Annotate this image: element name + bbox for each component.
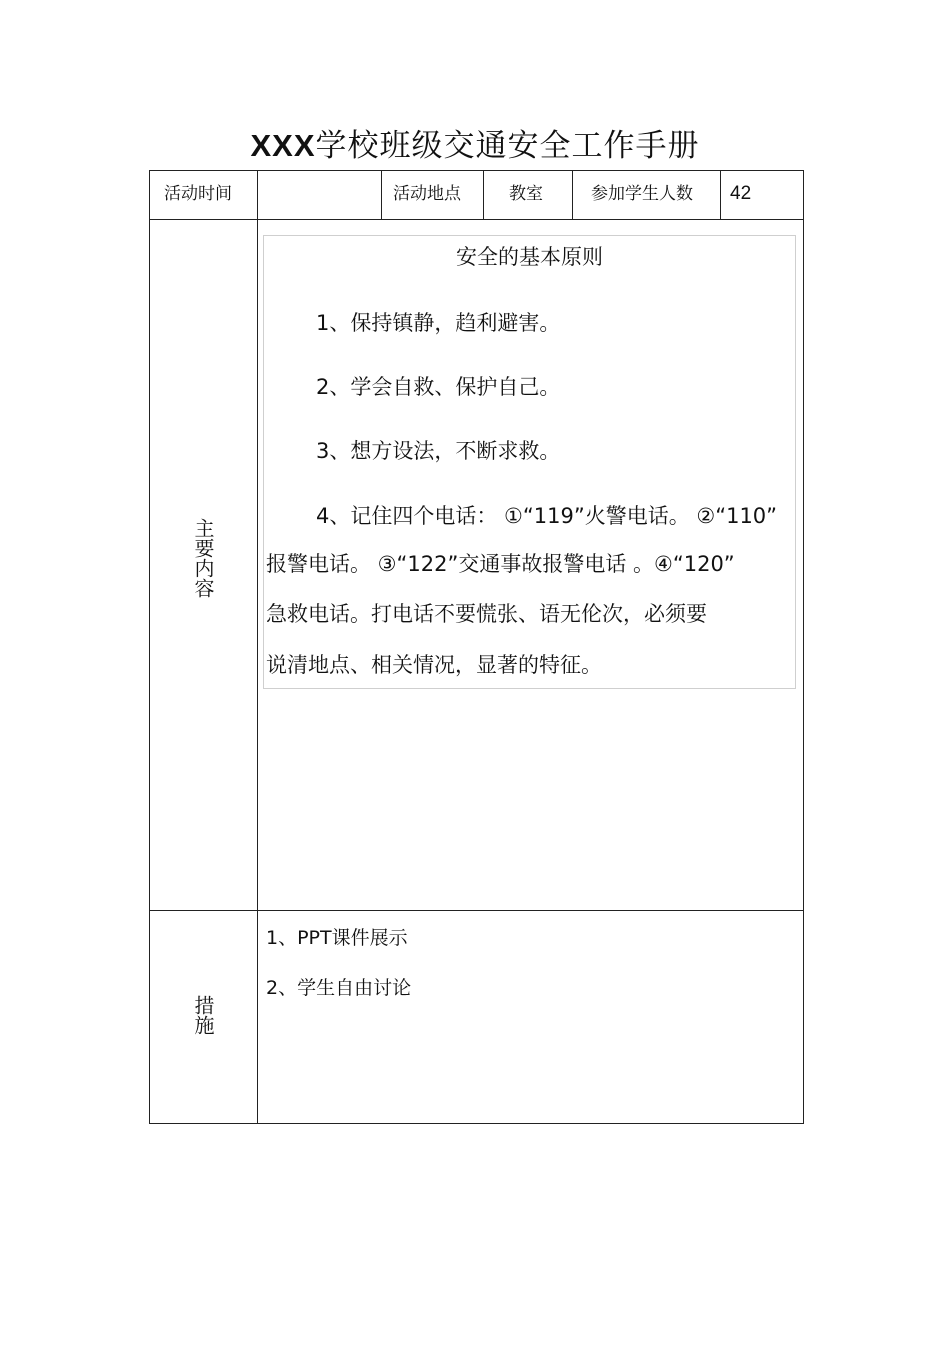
- table-column-divider: [257, 170, 258, 1124]
- measures-label: 措施: [191, 995, 215, 1035]
- measure-item: 2、学生自由讨论: [266, 977, 412, 999]
- content-line: 2、学会自救、保护自己。: [316, 375, 561, 399]
- content-line: 3、想方设法，不断求救。: [316, 439, 561, 463]
- table-border-bottom: [149, 1123, 804, 1124]
- table-column-divider: [720, 170, 721, 220]
- measure-item: 1、PPT课件展示: [266, 927, 408, 949]
- table-border-left: [149, 170, 150, 1124]
- table-row-divider: [149, 910, 804, 911]
- title-prefix: XXX: [250, 128, 316, 163]
- table-border-right: [803, 170, 804, 1124]
- table-column-divider: [572, 170, 573, 220]
- table-border-top: [149, 170, 804, 171]
- table-row-divider: [149, 219, 804, 220]
- title-text: 学校班级交通安全工作手册: [315, 128, 700, 164]
- student-count-label: 参加学生人数: [591, 184, 693, 204]
- content-line: 4、记住四个电话： ①“119”火警电话。 ②“110”: [316, 504, 778, 528]
- activity-place-label: 活动地点: [393, 184, 461, 204]
- content-heading: 安全的基本原则: [456, 245, 603, 269]
- activity-time-label: 活动时间: [164, 184, 232, 204]
- table-column-divider: [483, 170, 484, 220]
- table-column-divider: [381, 170, 382, 220]
- page-title: [0, 126, 950, 166]
- content-line: 报警电话。 ③“122”交通事故报警电话 。④“120”: [266, 552, 735, 576]
- activity-place-value: 教室: [509, 184, 543, 204]
- content-line: 说清地点、相关情况，显著的特征。: [266, 653, 602, 677]
- main-content-label: 主要内容: [191, 518, 215, 598]
- student-count-value: 42: [730, 183, 752, 204]
- content-line: 1、保持镇静，趋利避害。: [316, 311, 561, 335]
- content-line: 急救电话。打电话不要慌张、语无伦次，必须要: [266, 602, 707, 626]
